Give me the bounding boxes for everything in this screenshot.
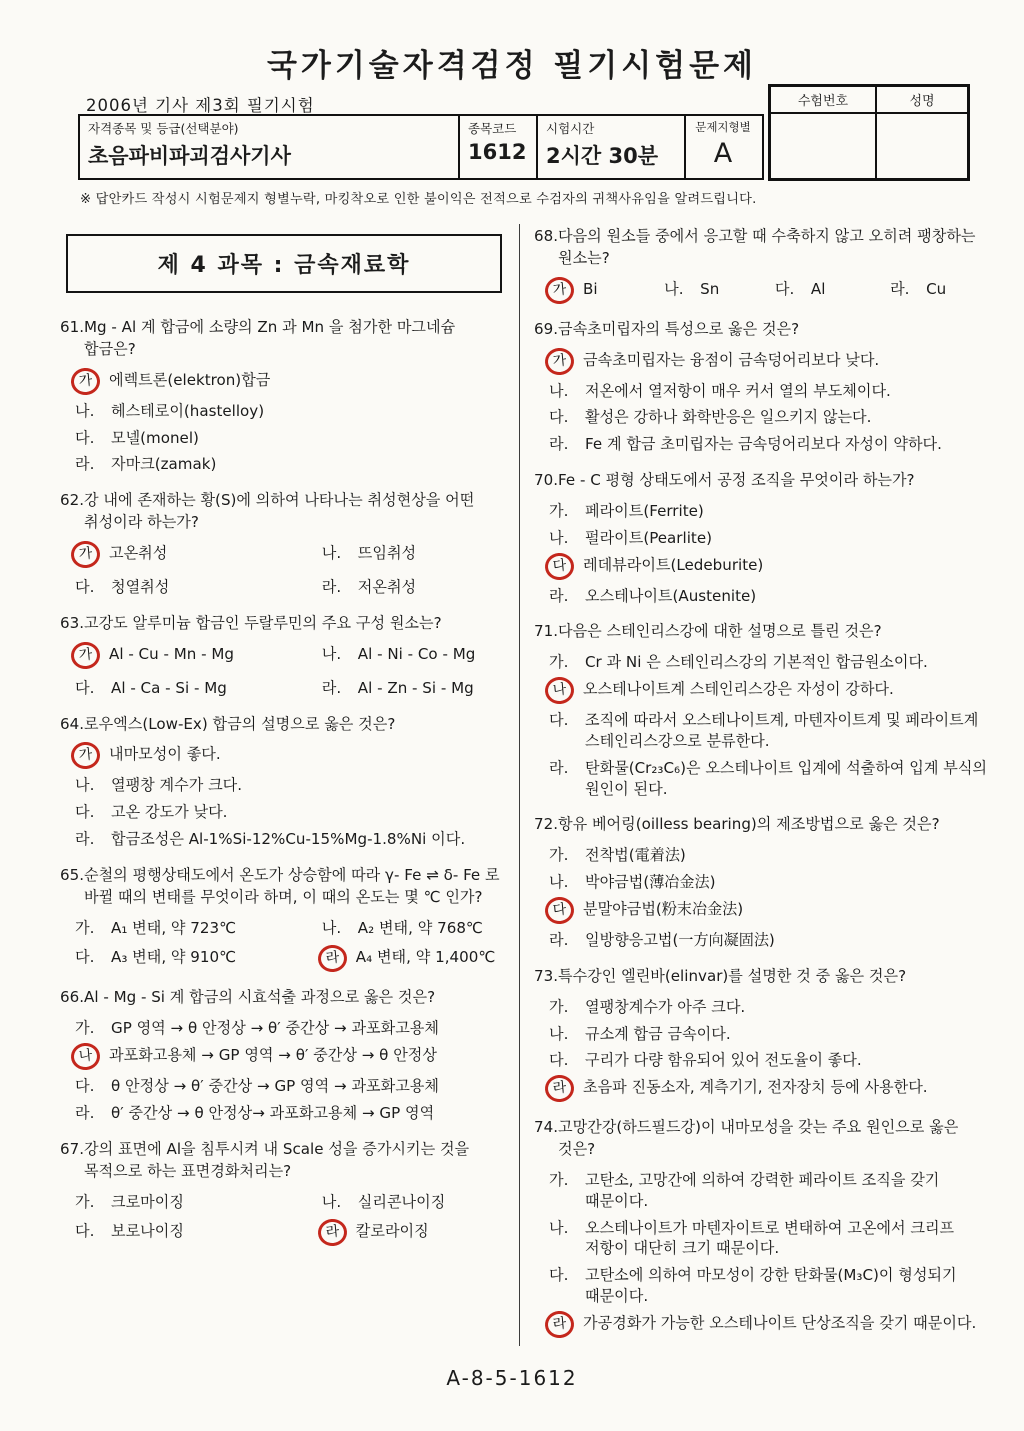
option-label: 가. [549, 846, 569, 865]
option-text: A₁ 변태, 약 723℃ [111, 918, 237, 937]
question-number: 74. [534, 1118, 559, 1137]
option-label: 다. [75, 678, 95, 697]
option-라 [322, 577, 508, 598]
option-다 [549, 1265, 992, 1307]
question-text: Mg - Al 계 합금에 소량의 Zn 과 Mn 을 첨가한 마그네슘 합금은? [84, 318, 456, 358]
options-group [534, 279, 992, 304]
subject-code-value: 1612 [468, 140, 527, 164]
options-group [60, 744, 508, 849]
answer-circle: 다 [544, 896, 575, 925]
option-label: 라. [549, 931, 569, 950]
option-라 [549, 434, 992, 455]
paper-type-cell [686, 116, 760, 178]
option-text: 전착법(電着法) [585, 846, 686, 865]
option-라 [549, 586, 992, 607]
option-다 [549, 1050, 992, 1071]
question-70 [534, 470, 992, 606]
answer-circle: 다 [544, 551, 575, 580]
option-text: 크로마이징 [111, 1192, 184, 1211]
page-title: 국가기술자격검정 필기시험문제 [266, 48, 758, 84]
options-group [60, 1018, 508, 1123]
question-head [60, 490, 508, 534]
option-text: 칼로라이징 [355, 1222, 429, 1241]
option-나 [549, 679, 992, 704]
options-group [534, 997, 992, 1102]
question-head [60, 865, 508, 909]
option-label: 나. [321, 543, 342, 562]
answer-circle: 가 [70, 741, 101, 770]
question-head [534, 319, 992, 341]
question-text: 고망간강(하드필드강)이 내마모성을 갖는 주요 원인으로 옳은 것은? [558, 1118, 959, 1159]
options-group [534, 350, 992, 455]
questions-column-left [60, 226, 508, 1261]
question-head [534, 1117, 992, 1161]
option-text: 청열취성 [111, 577, 170, 596]
option-text: 에렉트론(elektron)합금 [109, 370, 271, 389]
question-number: 65. [60, 865, 85, 884]
option-text: 박야금법(薄冶金法) [585, 873, 716, 892]
option-가 [75, 543, 322, 568]
question-74 [534, 1117, 992, 1338]
option-가 [75, 1192, 322, 1213]
name-label: 성명 [876, 86, 968, 113]
option-나 [664, 279, 775, 304]
option-text: Bi [583, 279, 598, 298]
option-라 [890, 279, 992, 304]
question-62 [60, 490, 508, 598]
option-text: 헤스테로이(hastelloy) [111, 401, 265, 420]
option-label: 다. [549, 408, 569, 427]
option-text: 실리콘나이징 [357, 1192, 446, 1211]
option-나 [322, 1192, 508, 1213]
option-text: 내마모성이 좋다. [109, 745, 221, 764]
option-text: 합금조성은 Al-1%Si-12%Cu-15%Mg-1.8%Ni 이다. [111, 830, 466, 849]
option-text: 가공경화가 가능한 오스테나이트 단상조직을 갖기 때문이다. [583, 1313, 977, 1332]
question-number: 67. [60, 1139, 85, 1158]
option-text: 저온취성 [357, 577, 417, 596]
option-label: 나. [549, 873, 569, 892]
option-다 [75, 947, 322, 972]
option-라 [75, 454, 508, 475]
question-head [534, 470, 992, 492]
option-다 [75, 428, 508, 449]
option-label: 가. [75, 1192, 95, 1211]
option-label: 라. [549, 586, 569, 605]
option-가 [549, 1170, 992, 1212]
option-text: Al - Ni - Co - Mg [357, 644, 476, 663]
option-label: 라. [890, 279, 910, 298]
question-68 [534, 226, 992, 304]
option-가 [549, 997, 992, 1018]
option-label: 라. [549, 758, 569, 777]
options-group [534, 501, 992, 606]
option-다 [549, 555, 992, 580]
question-head [60, 317, 508, 361]
question-number: 62. [60, 491, 85, 510]
option-가 [75, 644, 322, 669]
option-가 [75, 1018, 508, 1039]
qualification-cell [80, 116, 460, 178]
option-text: 페라이트(Ferrite) [585, 501, 704, 520]
option-라 [549, 930, 992, 951]
option-text: 규소계 합금 금속이다. [585, 1024, 731, 1043]
option-label: 가. [549, 653, 569, 672]
option-text: 오스테나이트(Austenite) [585, 586, 757, 605]
option-text: Al [810, 279, 826, 298]
option-label: 나. [549, 1218, 569, 1237]
option-text: A₃ 변태, 약 910℃ [111, 948, 237, 967]
option-label: 다. [75, 803, 95, 822]
option-가 [75, 370, 508, 395]
option-text: 보로나이징 [111, 1222, 184, 1241]
option-text: 조직에 따라서 오스테나이트계, 마텐자이트계 및 페라이트계 스테인리스강으로 분류한다. [585, 711, 979, 750]
options-group [534, 1170, 992, 1338]
answer-circle: 라 [317, 944, 348, 973]
question-65 [60, 865, 508, 973]
option-label: 다. [774, 279, 795, 298]
exam-number-field [770, 113, 876, 179]
option-다 [75, 577, 322, 598]
question-61 [60, 317, 508, 475]
option-text: Al - Ca - Si - Mg [111, 678, 227, 697]
option-label: 다. [75, 577, 95, 596]
option-text: 모넬(monel) [111, 428, 199, 447]
option-라 [322, 678, 508, 699]
question-text: 로우엑스(Low-Ex) 합금의 설명으로 옳은 것은? [84, 714, 396, 733]
option-text: 구리가 다량 함유되어 있어 전도율이 좋다. [585, 1051, 862, 1070]
options-group [60, 370, 508, 475]
question-number: 63. [60, 613, 85, 632]
subject-code-label: 종목코드 [468, 121, 517, 136]
option-text: 고탄소, 고망간에 의하여 강력한 페라이트 조직을 갖기 때문이다. [585, 1170, 940, 1210]
option-가 [549, 652, 992, 673]
option-label: 라. [75, 1103, 95, 1122]
question-text: 다음은 스테인리스강에 대한 설명으로 틀린 것은? [558, 622, 882, 641]
question-number: 61. [60, 318, 85, 336]
option-text: 분말야금법(粉末冶金法) [583, 900, 744, 919]
exam-number-label: 수험번호 [770, 86, 876, 113]
option-text: 펄라이트(Pearlite) [585, 528, 712, 547]
option-label: 나. [321, 1192, 342, 1211]
question-head [534, 621, 992, 643]
qualification-value: 초음파비파괴검사기사 [88, 144, 291, 168]
option-label: 다. [75, 428, 95, 447]
option-text: Sn [700, 279, 720, 298]
option-라 [322, 947, 508, 972]
option-text: 초음파 진동소자, 계측기기, 전자장치 등에 사용한다. [583, 1078, 928, 1097]
option-라 [75, 829, 508, 850]
option-다 [549, 710, 992, 752]
option-text: 저온에서 열저항이 매우 커서 열의 부도체이다. [585, 381, 891, 400]
option-가 [549, 350, 992, 375]
option-나 [549, 381, 992, 402]
question-73 [534, 966, 992, 1102]
question-text: 특수강인 엘린바(elinvar)를 설명한 것 중 옳은 것은? [558, 966, 907, 985]
options-group [60, 644, 508, 699]
question-64 [60, 714, 508, 850]
option-text: 자마크(zamak) [111, 455, 217, 474]
option-다 [75, 802, 508, 823]
question-number: 68. [534, 227, 559, 245]
option-나 [75, 1045, 508, 1070]
option-다 [775, 279, 890, 304]
question-67 [60, 1139, 508, 1247]
option-text: 뜨임취성 [357, 543, 417, 562]
option-text: GP 영역 → θ 안정상 → θ′ 중간상 → 과포화고용체 [111, 1019, 439, 1038]
answer-circle: 가 [544, 346, 575, 375]
option-text: Al - Zn - Si - Mg [357, 678, 474, 697]
answer-circle: 나 [70, 1042, 101, 1071]
exam-time-value: 2시간 30분 [546, 144, 659, 168]
option-label: 라. [75, 830, 95, 849]
option-text: 과포화고용체 → GP 영역 → θ′ 중간상 → θ 안정상 [109, 1046, 437, 1065]
option-나 [322, 644, 508, 669]
question-number: 72. [534, 815, 559, 834]
option-text: 고탄소에 의하여 마모성이 강한 탄화물(M₃C)이 형성되기 때문이다. [585, 1266, 957, 1306]
option-다 [549, 899, 992, 924]
answer-circle: 가 [70, 640, 101, 669]
option-text: 오스테나이트가 마텐자이트로 변태하여 고온에서 크리프 저항이 대단히 크기 때문이다. [585, 1218, 955, 1258]
option-text: A₄ 변태, 약 1,400℃ [355, 948, 496, 967]
question-number: 73. [534, 966, 559, 985]
option-라 [549, 1077, 992, 1102]
option-text: Cu [926, 279, 947, 298]
section-title: 제 4 과목 : 금속재료학 [66, 234, 502, 293]
answer-circle: 가 [70, 540, 101, 569]
question-text: 강 내에 존재하는 황(S)에 의하여 나타나는 취성현상을 어떤 취성이라 하는가? [84, 491, 475, 532]
question-head [60, 613, 508, 635]
questions-column-right [534, 226, 992, 1353]
options-group [534, 845, 992, 950]
option-나 [75, 401, 508, 422]
exam-info-table [78, 114, 764, 180]
option-label: 나. [321, 644, 342, 663]
option-나 [322, 918, 508, 939]
question-72 [534, 814, 992, 950]
option-text: 오스테나이트계 스테인리스강은 자성이 강하다. [583, 680, 894, 699]
question-text: 항유 베어링(oilless bearing)의 제조방법으로 옳은 것은? [558, 815, 940, 834]
option-나 [75, 775, 508, 796]
option-text: 일방향응고법(一方向凝固法) [585, 931, 775, 950]
option-나 [549, 1024, 992, 1045]
option-라 [322, 1221, 508, 1246]
question-head [60, 714, 508, 736]
page-code: A-8-5-1612 [446, 1366, 578, 1390]
answer-circle: 나 [544, 676, 575, 705]
answer-circle: 라 [544, 1074, 575, 1103]
option-text: Fe 계 합금 초미립자는 금속덩어리보다 자성이 약하다. [585, 435, 942, 454]
option-가 [75, 744, 508, 769]
option-나 [549, 528, 992, 549]
option-라 [75, 1103, 508, 1124]
option-label: 가. [75, 918, 95, 937]
answer-circle: 가 [70, 367, 101, 396]
option-label: 가. [75, 1019, 95, 1038]
options-group [60, 918, 508, 973]
option-text: 금속초미립자는 융점이 금속덩어리보다 낮다. [583, 350, 880, 369]
options-group [534, 652, 992, 799]
option-label: 라. [75, 455, 95, 474]
question-66 [60, 987, 508, 1123]
option-text: θ 안정상 → θ′ 중간상 → GP 영역 → 과포화고용체 [111, 1077, 439, 1096]
option-라 [549, 1313, 992, 1338]
option-라 [549, 758, 992, 800]
question-number: 69. [534, 319, 559, 338]
subject-code-cell [460, 116, 538, 178]
option-label: 나. [75, 401, 95, 420]
option-text: 열팽창계수가 아주 크다. [585, 997, 746, 1016]
option-가 [75, 918, 322, 939]
option-가 [549, 501, 992, 522]
answer-card-notice: ※ 답안카드 작성시 시험문제지 형별누락, 마킹착오로 인한 불이익은 전적으로 수검자의 귀책사유임을 알려드립니다. [80, 192, 757, 207]
option-text: θ′ 중간상 → θ 안정상→ 과포화고용체 → GP 영역 [111, 1103, 435, 1122]
option-label: 라. [321, 678, 342, 697]
option-label: 다. [549, 1266, 569, 1285]
answer-circle: 라 [317, 1218, 348, 1247]
option-label: 가. [549, 997, 569, 1016]
option-나 [322, 543, 508, 568]
option-text: Cr 과 Ni 은 스테인리스강의 기본적인 합금원소이다. [585, 653, 928, 672]
question-text: 강의 표면에 Al을 침투시켜 내 Scale 성을 증가시키는 것을 목적으로 하는 표면경화처리는? [84, 1139, 470, 1180]
name-field [876, 113, 968, 179]
option-다 [75, 1221, 322, 1246]
options-group [60, 543, 508, 598]
option-다 [75, 1076, 508, 1097]
question-head [60, 1139, 508, 1183]
answer-circle: 라 [544, 1310, 575, 1339]
options-group [60, 1192, 508, 1247]
question-text: Fe - C 평형 상태도에서 공정 조직을 무엇이라 하는가? [558, 471, 915, 490]
question-head [534, 226, 992, 270]
option-label: 나. [549, 528, 569, 547]
question-head [534, 966, 992, 988]
option-label: 나. [664, 279, 684, 298]
question-number: 66. [60, 988, 85, 1007]
question-text: 금속초미립자의 특성으로 옳은 것은? [558, 319, 800, 338]
option-label: 다. [549, 711, 569, 730]
question-text: 다음의 원소들 중에서 응고할 때 수축하지 않고 오히려 팽창하는 원소는? [558, 227, 976, 267]
option-text: 고온취성 [109, 543, 168, 562]
option-가 [549, 845, 992, 866]
question-63 [60, 613, 508, 699]
question-number: 71. [534, 622, 559, 641]
question-69 [534, 319, 992, 455]
option-text: 레데뷰라이트(Ledeburite) [583, 555, 764, 574]
option-text: 고온 강도가 낮다. [111, 803, 228, 822]
exam-time-label: 시험시간 [546, 121, 595, 136]
answer-circle: 가 [544, 276, 575, 305]
option-label: 나. [549, 381, 569, 400]
question-71 [534, 621, 992, 799]
paper-type-value: A [713, 138, 733, 169]
exam-session-label: 2006년 기사 제3회 필기시험 [86, 96, 315, 115]
option-label: 가. [549, 1170, 569, 1189]
option-나 [549, 1218, 992, 1260]
option-text: Al - Cu - Mn - Mg [109, 644, 234, 663]
option-text: A₂ 변태, 약 768℃ [357, 918, 483, 937]
question-head [534, 814, 992, 836]
option-가 [549, 279, 664, 304]
column-divider [519, 224, 520, 1346]
question-text: 순철의 평행상태도에서 온도가 상승함에 따라 γ- Fe ⇌ δ- Fe 로 바뀔 때의 변태를 무엇이라 하며, 이 때의 온도는 몇 ℃ 인가? [84, 865, 500, 906]
option-label: 라. [321, 577, 342, 596]
option-text: 탄화물(Cr₂₃C₆)은 오스테나이트 입계에 석출하여 입계 부식의 원인이 된다. [585, 758, 987, 798]
examinee-id-box [768, 84, 970, 181]
question-number: 64. [60, 714, 85, 733]
option-다 [75, 678, 322, 699]
option-text: 활성은 강하나 화학반응은 일으키지 않는다. [585, 408, 872, 427]
option-label: 다. [75, 948, 95, 967]
option-label: 가. [549, 501, 569, 520]
option-label: 나. [549, 1024, 569, 1043]
option-label: 다. [75, 1077, 95, 1096]
question-text: 고강도 알루미늄 합금인 두랄루민의 주요 구성 원소는? [84, 613, 442, 632]
question-head [60, 987, 508, 1009]
option-label: 다. [549, 1051, 569, 1070]
option-다 [549, 407, 992, 428]
question-number: 70. [534, 471, 559, 490]
option-label: 나. [75, 776, 95, 795]
option-text: 열팽창 계수가 크다. [111, 776, 243, 795]
option-나 [549, 872, 992, 893]
qualification-label: 자격종목 및 등급(선택분야) [88, 121, 239, 136]
exam-time-cell [538, 116, 686, 178]
option-label: 다. [75, 1222, 95, 1241]
option-label: 나. [321, 918, 342, 937]
option-label: 라. [549, 435, 569, 454]
paper-type-label: 문제지형별 [695, 120, 751, 134]
question-text: Al - Mg - Si 계 합금의 시효석출 과정으로 옳은 것은? [84, 988, 436, 1007]
